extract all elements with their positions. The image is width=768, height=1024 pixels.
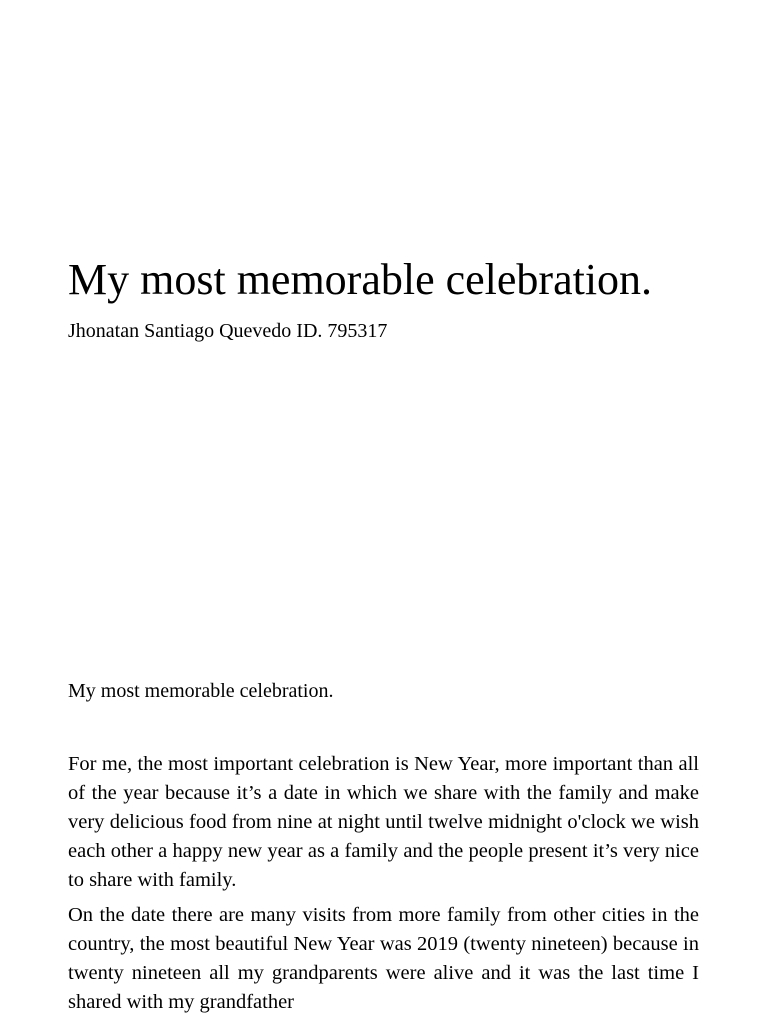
paragraph: For me, the most important celebration is New Year, more important than all of the year because it’s a date in which we share with the family and make very delicious food from nine at night until twelve midnight o'clock we wish each other a happy new year as a family and the people present it’s very nice to share with family. — [68, 753, 699, 891]
author-line: Jhonatan Santiago Quevedo ID. 795317 — [68, 320, 388, 342]
body-text — [68, 750, 699, 1023]
section-heading: My most memorable celebration. — [68, 680, 334, 702]
paragraph: On the date there are many visits from more family from other cities in the country, the most beautiful New Year was 2019 (twenty nineteen) because in twenty nineteen all my grandparents were alive and it was the last time I shared with my grandfather — [68, 904, 699, 1013]
document-title: My most memorable celebration. — [68, 255, 653, 304]
